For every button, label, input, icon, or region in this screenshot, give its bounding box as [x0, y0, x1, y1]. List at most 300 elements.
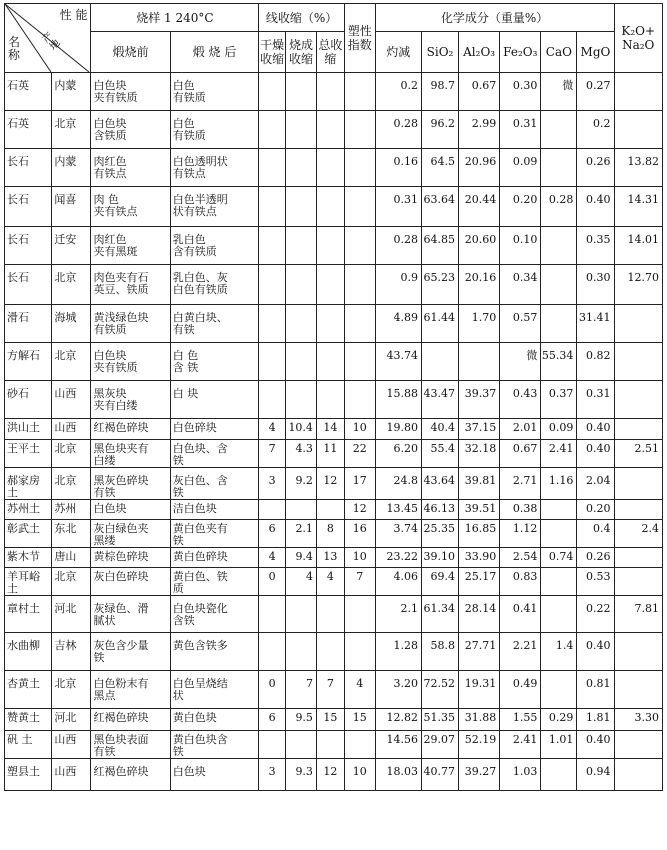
k2o-cell	[614, 305, 663, 343]
after-cell: 黄白色块	[170, 709, 259, 731]
firing-shrink-cell: 9.3	[286, 759, 317, 791]
k2o-cell	[614, 381, 663, 419]
dry-shrink-cell	[259, 111, 286, 149]
firing-shrink-cell	[286, 500, 317, 520]
table-row	[5, 548, 663, 568]
al2o3-cell: 20.16	[459, 265, 500, 305]
mgo-header: MgO	[577, 32, 614, 73]
al2o3-cell: 33.90	[459, 548, 500, 568]
place-cell: 山西	[52, 759, 91, 791]
before-cell: 黄棕色碎块	[91, 548, 170, 568]
name-cell: 石英	[5, 111, 52, 149]
table-row	[5, 671, 663, 709]
sio2-cell: 39.10	[421, 548, 458, 568]
table-row	[5, 381, 663, 419]
fe2o3-cell: 0.20	[500, 187, 541, 227]
place-cell: 北京	[52, 568, 91, 596]
cao-cell	[541, 671, 577, 709]
total-shrink-cell	[316, 381, 344, 419]
plasticity-cell	[344, 149, 375, 187]
table-row	[5, 500, 663, 520]
loi-cell: 4.06	[375, 568, 421, 596]
fe2o3-cell: 1.03	[500, 759, 541, 791]
table-row	[5, 568, 663, 596]
plasticity-cell	[344, 381, 375, 419]
dry-shrink-cell: 0	[259, 671, 286, 709]
plasticity-cell: 16	[344, 520, 375, 548]
firing-shrink-cell: 4.3	[286, 440, 317, 468]
mgo-cell: 0.27	[577, 73, 614, 111]
before-cell: 黄浅绿色块 有铁质	[91, 305, 170, 343]
k2o-cell	[614, 671, 663, 709]
dry-shrink-cell	[259, 596, 286, 633]
k2o-cell	[614, 759, 663, 791]
plasticity-cell: 15	[344, 709, 375, 731]
mgo-cell: 0.53	[577, 568, 614, 596]
loi-cell: 2.1	[375, 596, 421, 633]
place-cell: 北京	[52, 111, 91, 149]
firing-shrink-cell	[286, 633, 317, 671]
after-cell: 黄白色碎块	[170, 548, 259, 568]
name-cell: 羊耳峪 土	[5, 568, 52, 596]
total-shrink-cell: 12	[316, 759, 344, 791]
k2o-cell: 2.4	[614, 520, 663, 548]
cao-cell	[541, 568, 577, 596]
before-cell: 黑灰色碎块 有铁	[91, 468, 170, 500]
cao-cell	[541, 305, 577, 343]
al2o3-cell: 37.15	[459, 419, 500, 440]
plasticity-cell	[344, 265, 375, 305]
place-cell: 北京	[52, 343, 91, 381]
table-row	[5, 111, 663, 149]
total-shrink-cell	[316, 187, 344, 227]
al2o3-cell: 52.19	[459, 731, 500, 759]
loi-cell: 0.9	[375, 265, 421, 305]
plasticity-cell: 10	[344, 419, 375, 440]
total-shrink-cell	[316, 73, 344, 111]
dry-shrink-cell: 3	[259, 759, 286, 791]
al2o3-cell	[459, 343, 500, 381]
mgo-cell: 0.31	[577, 381, 614, 419]
mgo-cell: 31.41	[577, 305, 614, 343]
shrinkage-header: 线收缩（%）	[259, 4, 344, 32]
after-cell: 白 色 含 铁	[170, 343, 259, 381]
dry-shrink-header: 干燥 收缩	[259, 32, 286, 73]
dry-shrink-cell: 6	[259, 709, 286, 731]
cao-cell	[541, 149, 577, 187]
name-cell: 水曲柳	[5, 633, 52, 671]
fe2o3-cell: 1.12	[500, 520, 541, 548]
chemistry-header: 化学成分（重量%）	[375, 4, 614, 32]
k2o-cell: 7.81	[614, 596, 663, 633]
dry-shrink-cell: 7	[259, 440, 286, 468]
fe2o3-cell: 0.57	[500, 305, 541, 343]
al2o3-cell: 16.85	[459, 520, 500, 548]
plasticity-cell: 7	[344, 568, 375, 596]
name-cell: 塑县土	[5, 759, 52, 791]
firing-shrink-cell	[286, 596, 317, 633]
fe2o3-cell: 0.41	[500, 596, 541, 633]
fe2o3-cell: 0.49	[500, 671, 541, 709]
loi-cell: 18.03	[375, 759, 421, 791]
plasticity-cell	[344, 305, 375, 343]
before-cell: 红褐色碎块	[91, 419, 170, 440]
place-cell: 山西	[52, 731, 91, 759]
k2o-cell	[614, 548, 663, 568]
plasticity-cell	[344, 187, 375, 227]
place-cell: 内蒙	[52, 149, 91, 187]
after-cell: 白黄白块、 有铁	[170, 305, 259, 343]
loi-cell: 3.20	[375, 671, 421, 709]
k2o-cell	[614, 343, 663, 381]
table-row	[5, 520, 663, 548]
k2o-cell: 12.70	[614, 265, 663, 305]
mgo-cell: 0.40	[577, 440, 614, 468]
mgo-cell: 0.82	[577, 343, 614, 381]
name-cell: 长石	[5, 265, 52, 305]
al2o3-cell: 39.51	[459, 500, 500, 520]
al2o3-cell: 19.31	[459, 671, 500, 709]
sio2-cell: 98.7	[421, 73, 458, 111]
k2o-cell	[614, 419, 663, 440]
before-cell: 红褐色碎块	[91, 709, 170, 731]
firing-shrink-cell: 10.4	[286, 419, 317, 440]
before-cell: 白色块	[91, 500, 170, 520]
place-cell: 北京	[52, 440, 91, 468]
fe2o3-cell: 微	[500, 343, 541, 381]
loi-cell: 15.88	[375, 381, 421, 419]
al2o3-cell: 28.14	[459, 596, 500, 633]
plasticity-cell: 17	[344, 468, 375, 500]
mgo-cell: 0.2	[577, 111, 614, 149]
sio2-cell: 55.4	[421, 440, 458, 468]
cao-cell	[541, 520, 577, 548]
dry-shrink-cell	[259, 227, 286, 265]
firing-shrink-cell	[286, 227, 317, 265]
al2o3-cell: 32.18	[459, 440, 500, 468]
loi-cell: 0.31	[375, 187, 421, 227]
firing-shrink-cell: 2.1	[286, 520, 317, 548]
total-shrink-cell: 15	[316, 709, 344, 731]
k2o-cell: 14.31	[614, 187, 663, 227]
mgo-cell: 0.40	[577, 633, 614, 671]
al2o3-cell: 0.67	[459, 73, 500, 111]
table-row	[5, 731, 663, 759]
k2o-cell	[614, 633, 663, 671]
cao-cell: 1.4	[541, 633, 577, 671]
total-shrink-cell: 12	[316, 468, 344, 500]
cao-cell: 0.74	[541, 548, 577, 568]
sio2-cell: 25.35	[421, 520, 458, 548]
name-cell: 石英	[5, 73, 52, 111]
plasticity-cell	[344, 227, 375, 265]
before-cell: 白色块 含铁质	[91, 111, 170, 149]
before-cell: 红褐色碎块	[91, 759, 170, 791]
firing-shrink-cell: 9.2	[286, 468, 317, 500]
after-cell: 黄白色、铁 质	[170, 568, 259, 596]
after-cell: 白色呈烧结 状	[170, 671, 259, 709]
al2o3-cell: 39.81	[459, 468, 500, 500]
al2o3-cell: 20.44	[459, 187, 500, 227]
mgo-cell: 0.26	[577, 548, 614, 568]
fe2o3-cell: 2.01	[500, 419, 541, 440]
dry-shrink-cell	[259, 265, 286, 305]
place-cell: 内蒙	[52, 73, 91, 111]
corner-locality-label: 产 地	[40, 30, 63, 53]
al2o3-cell: 27.71	[459, 633, 500, 671]
name-cell: 滑石	[5, 305, 52, 343]
k2o-cell	[614, 468, 663, 500]
k2o-cell	[614, 568, 663, 596]
table-body	[5, 73, 663, 791]
mgo-cell: 0.22	[577, 596, 614, 633]
k2o-cell	[614, 111, 663, 149]
k2o-cell	[614, 500, 663, 520]
total-shrink-cell: 14	[316, 419, 344, 440]
place-cell: 山西	[52, 381, 91, 419]
loi-cell: 14.56	[375, 731, 421, 759]
fe2o3-cell: 0.83	[500, 568, 541, 596]
after-cell: 黄白色夹有 铁	[170, 520, 259, 548]
sio2-cell: 61.44	[421, 305, 458, 343]
before-cell: 肉红色 夹有黑斑	[91, 227, 170, 265]
before-cell: 黑色块夹有 白缕	[91, 440, 170, 468]
name-cell: 长石	[5, 227, 52, 265]
before-header: 煅烧前	[91, 32, 170, 73]
loi-cell: 6.20	[375, 440, 421, 468]
table-header	[5, 4, 663, 73]
after-cell: 白色块瓷化 含铁	[170, 596, 259, 633]
loi-cell: 4.89	[375, 305, 421, 343]
al2o3-cell: 2.99	[459, 111, 500, 149]
fe2o3-cell: 0.38	[500, 500, 541, 520]
dry-shrink-cell: 4	[259, 548, 286, 568]
place-cell: 北京	[52, 265, 91, 305]
cao-cell	[541, 500, 577, 520]
after-cell: 白色 有铁质	[170, 111, 259, 149]
plasticity-cell: 10	[344, 548, 375, 568]
before-cell: 白色块 夹有铁质	[91, 343, 170, 381]
table-row	[5, 227, 663, 265]
dry-shrink-cell: 4	[259, 419, 286, 440]
table-row	[5, 73, 663, 111]
after-cell: 白色透明状 有铁点	[170, 149, 259, 187]
loi-cell: 43.74	[375, 343, 421, 381]
firing-shrink-cell: 7	[286, 671, 317, 709]
k2o-cell: 2.51	[614, 440, 663, 468]
loi-cell: 19.80	[375, 419, 421, 440]
name-cell: 苏州土	[5, 500, 52, 520]
table-row	[5, 187, 663, 227]
name-cell: 彰武土	[5, 520, 52, 548]
place-cell: 河北	[52, 596, 91, 633]
sio2-cell	[421, 343, 458, 381]
sio2-cell: 64.5	[421, 149, 458, 187]
place-cell: 吉林	[52, 633, 91, 671]
place-cell: 山西	[52, 419, 91, 440]
after-header: 煅 烧 后	[170, 32, 259, 73]
mgo-cell: 2.04	[577, 468, 614, 500]
cao-cell	[541, 227, 577, 265]
table-row	[5, 265, 663, 305]
table-row	[5, 468, 663, 500]
loi-cell: 3.74	[375, 520, 421, 548]
cao-cell: 1.16	[541, 468, 577, 500]
dry-shrink-cell	[259, 381, 286, 419]
firing-shrink-cell	[286, 305, 317, 343]
cao-cell	[541, 265, 577, 305]
firing-shrink-cell	[286, 265, 317, 305]
plasticity-cell: 10	[344, 759, 375, 791]
total-shrink-cell	[316, 305, 344, 343]
corner-name-label: 名 称	[8, 35, 21, 62]
corner-cell	[5, 4, 91, 73]
sio2-cell: 58.8	[421, 633, 458, 671]
after-cell: 洁白色块	[170, 500, 259, 520]
after-cell: 灰白色、含 铁	[170, 468, 259, 500]
fe2o3-cell: 0.67	[500, 440, 541, 468]
dry-shrink-cell	[259, 149, 286, 187]
before-cell: 灰色含少量 铁	[91, 633, 170, 671]
table-row	[5, 343, 663, 381]
name-cell: 王平土	[5, 440, 52, 468]
place-cell: 苏州	[52, 500, 91, 520]
table-row	[5, 633, 663, 671]
cao-cell: 1.01	[541, 731, 577, 759]
al2o3-cell: 39.27	[459, 759, 500, 791]
fe2o3-cell: 0.09	[500, 149, 541, 187]
total-shrink-cell	[316, 149, 344, 187]
mgo-cell: 0.40	[577, 731, 614, 759]
firing-shrink-cell: 9.4	[286, 548, 317, 568]
dry-shrink-cell	[259, 305, 286, 343]
firing-shrink-cell	[286, 149, 317, 187]
total-shrink-cell: 13	[316, 548, 344, 568]
plasticity-cell: 4	[344, 671, 375, 709]
plasticity-cell: 12	[344, 500, 375, 520]
table-row	[5, 419, 663, 440]
cao-cell: 0.28	[541, 187, 577, 227]
firing-shrink-header: 烧成 收缩	[286, 32, 317, 73]
after-cell: 黄白色块含 铁	[170, 731, 259, 759]
sio2-cell: 29.07	[421, 731, 458, 759]
fe2o3-cell: 2.21	[500, 633, 541, 671]
name-cell: 章村土	[5, 596, 52, 633]
name-cell: 长石	[5, 149, 52, 187]
cao-cell	[541, 759, 577, 791]
firing-shrink-cell	[286, 343, 317, 381]
mgo-cell: 1.81	[577, 709, 614, 731]
sio2-cell: 51.35	[421, 709, 458, 731]
al2o3-cell: 39.37	[459, 381, 500, 419]
cao-cell: 0.29	[541, 709, 577, 731]
name-cell: 赞黄土	[5, 709, 52, 731]
after-cell: 白色 有铁质	[170, 73, 259, 111]
total-shrink-cell: 7	[316, 671, 344, 709]
fe2o3-cell: 0.34	[500, 265, 541, 305]
total-shrink-cell	[316, 633, 344, 671]
table-row	[5, 759, 663, 791]
materials-table	[4, 3, 663, 791]
plasticity-cell	[344, 633, 375, 671]
table-row	[5, 440, 663, 468]
loi-cell: 0.2	[375, 73, 421, 111]
after-cell: 白色块	[170, 759, 259, 791]
cao-header: CaO	[541, 32, 577, 73]
cao-cell: 0.37	[541, 381, 577, 419]
before-cell: 肉 色 夹有铁点	[91, 187, 170, 227]
before-cell: 白色块 夹有铁质	[91, 73, 170, 111]
k2o-cell: 3.30	[614, 709, 663, 731]
mgo-cell: 0.81	[577, 671, 614, 709]
dry-shrink-cell	[259, 633, 286, 671]
firing-shrink-cell	[286, 731, 317, 759]
place-cell: 北京	[52, 671, 91, 709]
corner-property-label: 性 能	[59, 8, 88, 22]
dry-shrink-cell	[259, 187, 286, 227]
fe2o3-cell: 0.43	[500, 381, 541, 419]
after-cell: 白色碎块	[170, 419, 259, 440]
k2o-cell: 13.82	[614, 149, 663, 187]
name-cell: 紫木节	[5, 548, 52, 568]
before-cell: 黑灰块 夹有白缕	[91, 381, 170, 419]
sio2-header: SiO₂	[421, 32, 458, 73]
fired-sample-header: 烧样 1 240°C	[91, 4, 259, 32]
fe2o3-header: Fe₂O₃	[500, 32, 541, 73]
name-cell: 洪山土	[5, 419, 52, 440]
loi-cell: 13.45	[375, 500, 421, 520]
mgo-cell: 0.20	[577, 500, 614, 520]
before-cell: 灰白色碎块	[91, 568, 170, 596]
sio2-cell: 69.4	[421, 568, 458, 596]
firing-shrink-cell	[286, 187, 317, 227]
sio2-cell: 63.64	[421, 187, 458, 227]
name-cell: 长石	[5, 187, 52, 227]
cao-cell: 55.34	[541, 343, 577, 381]
al2o3-cell: 20.60	[459, 227, 500, 265]
loi-cell: 0.28	[375, 227, 421, 265]
total-shrink-header: 总收 缩	[316, 32, 344, 73]
loi-cell: 0.16	[375, 149, 421, 187]
before-cell: 白色粉末有 黑点	[91, 671, 170, 709]
sio2-cell: 61.34	[421, 596, 458, 633]
dry-shrink-cell	[259, 731, 286, 759]
al2o3-cell: 25.17	[459, 568, 500, 596]
place-cell: 闻喜	[52, 187, 91, 227]
total-shrink-cell	[316, 500, 344, 520]
name-cell: 矾 土	[5, 731, 52, 759]
dry-shrink-cell: 6	[259, 520, 286, 548]
loi-header: 灼减	[375, 32, 421, 73]
after-cell: 白 块	[170, 381, 259, 419]
cao-cell	[541, 596, 577, 633]
place-cell: 北京	[52, 468, 91, 500]
mgo-cell: 0.30	[577, 265, 614, 305]
place-cell: 唐山	[52, 548, 91, 568]
name-cell: 方解石	[5, 343, 52, 381]
after-cell: 乳白色、灰 白色有铁质	[170, 265, 259, 305]
fe2o3-cell: 0.30	[500, 73, 541, 111]
plasticity-cell	[344, 343, 375, 381]
total-shrink-cell: 11	[316, 440, 344, 468]
fe2o3-cell: 0.10	[500, 227, 541, 265]
place-cell: 海城	[52, 305, 91, 343]
total-shrink-cell	[316, 343, 344, 381]
loi-cell: 0.28	[375, 111, 421, 149]
sio2-cell: 96.2	[421, 111, 458, 149]
dry-shrink-cell: 3	[259, 468, 286, 500]
firing-shrink-cell	[286, 73, 317, 111]
